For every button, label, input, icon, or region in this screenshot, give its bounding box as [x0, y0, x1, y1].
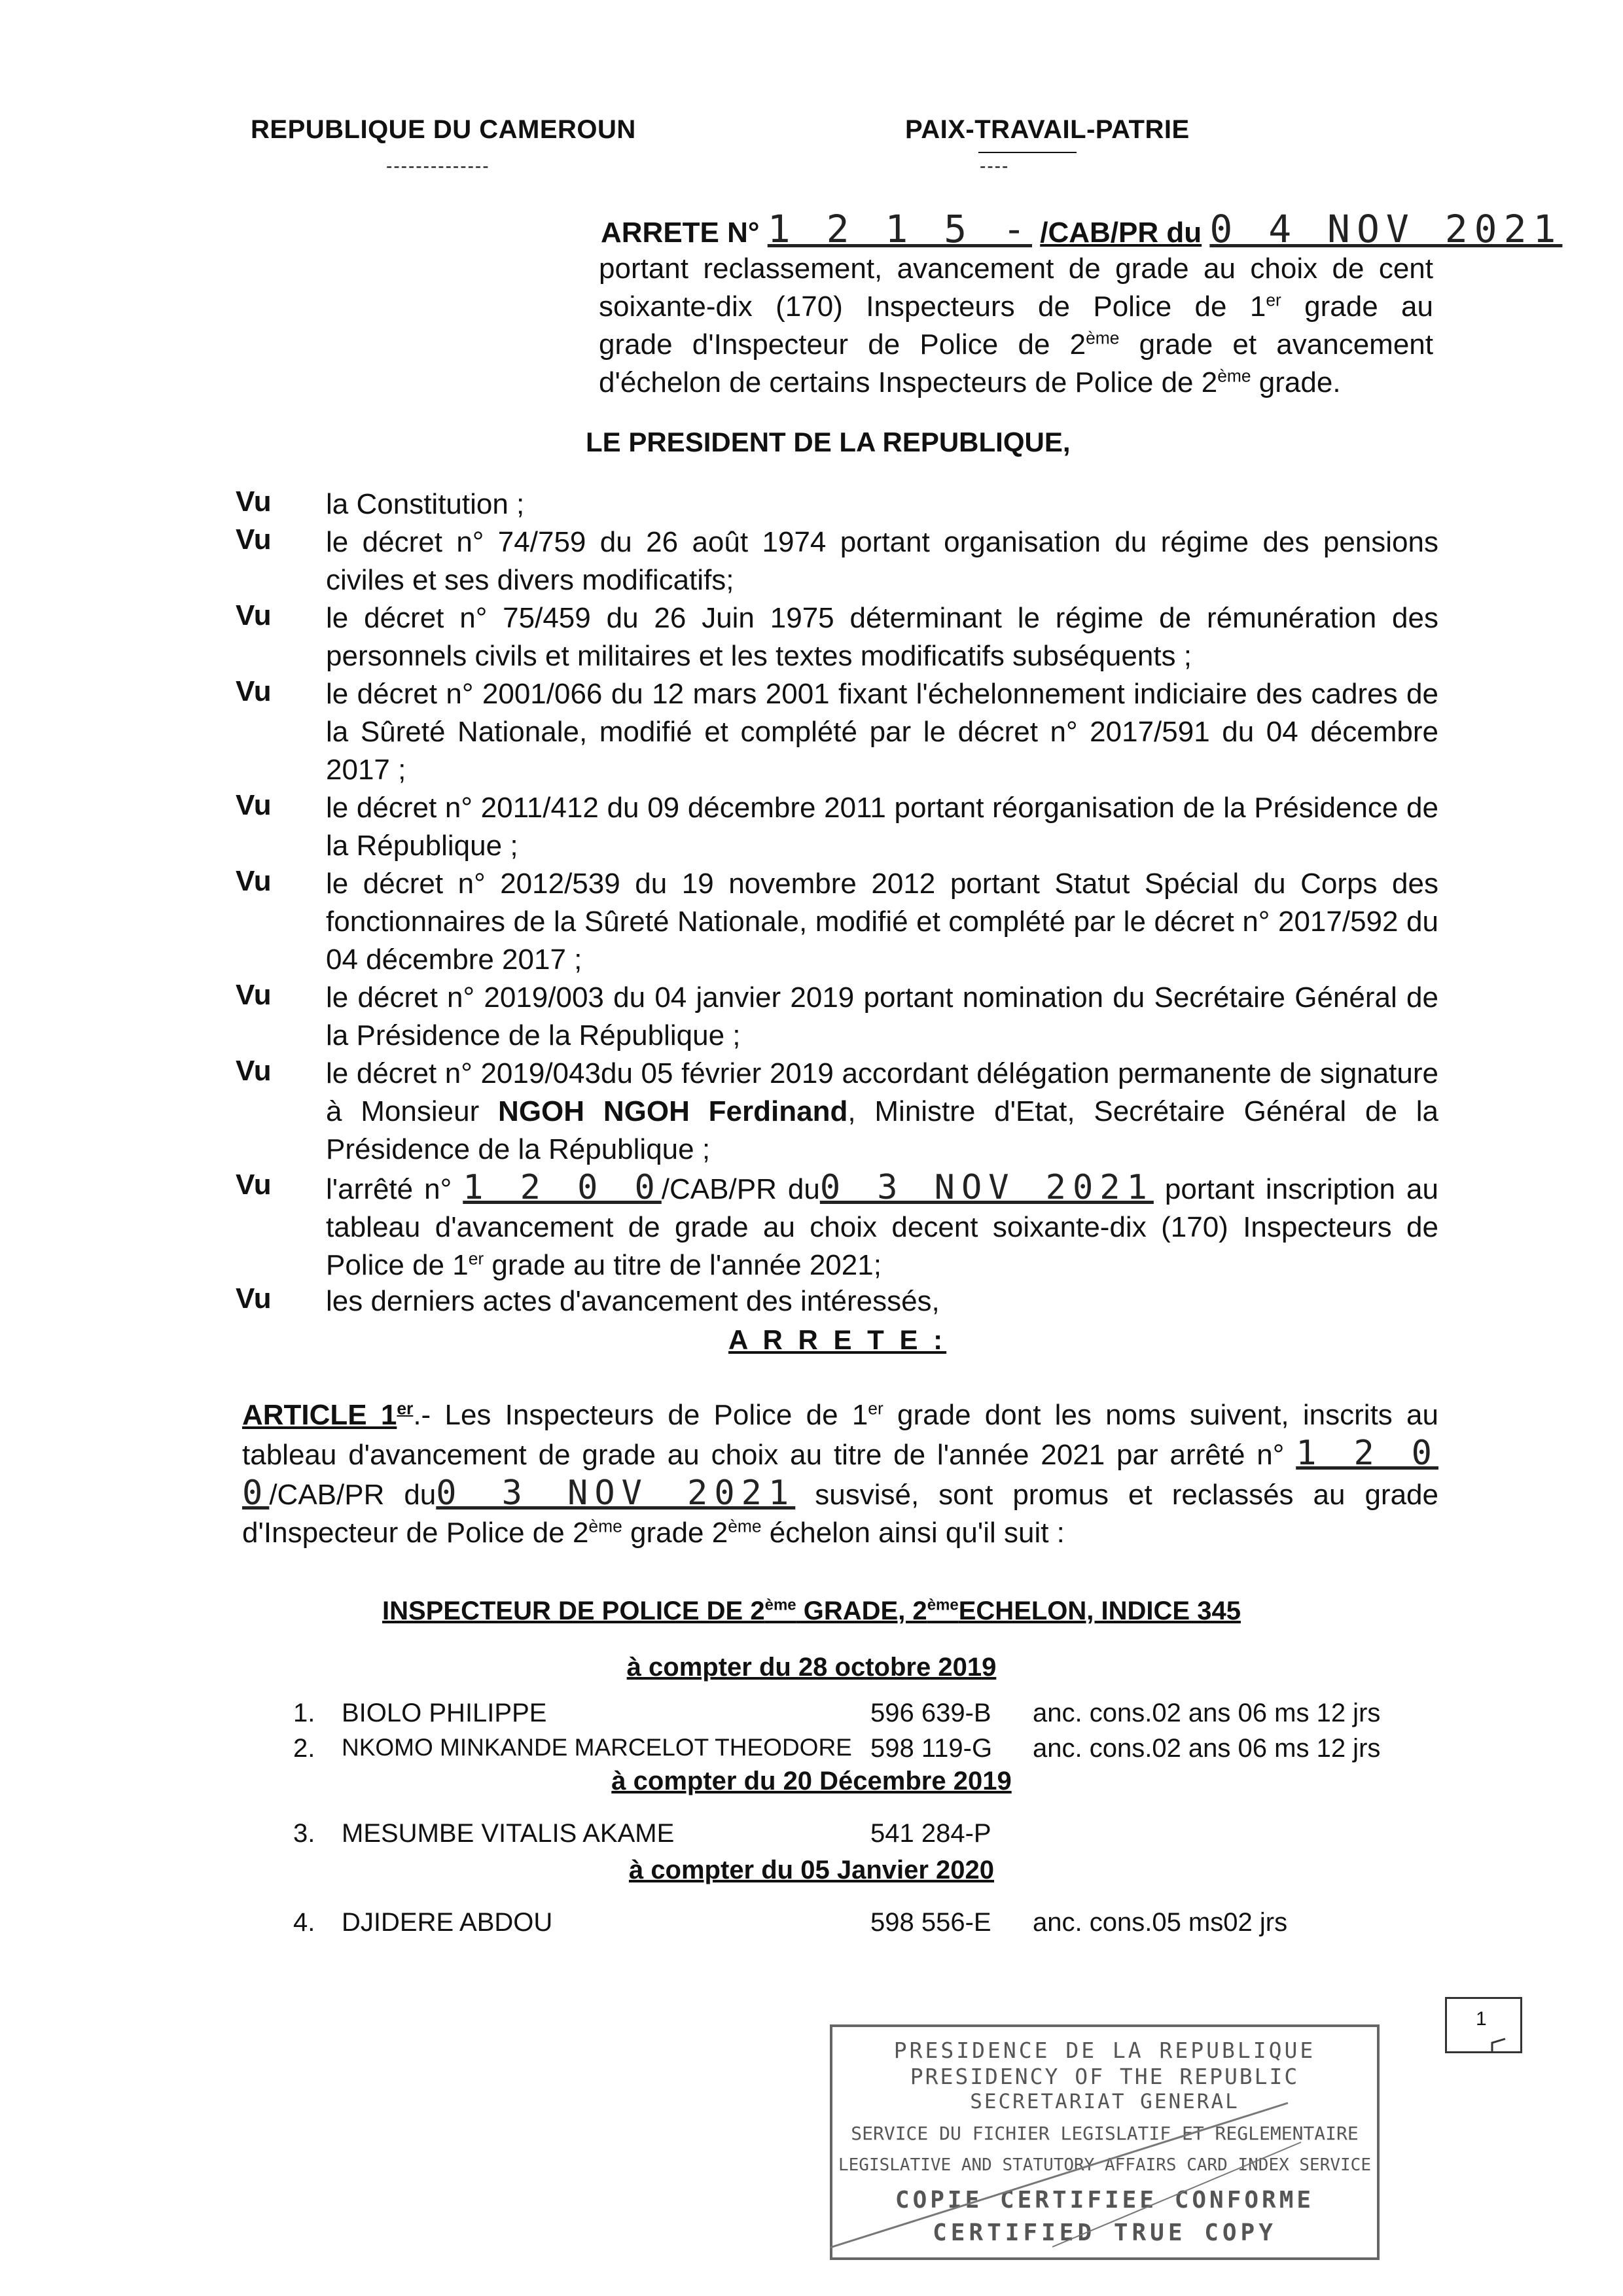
subject-line-4-text: d'échelon de certains Inspecteurs de Police de 2 — [599, 366, 1218, 398]
ref-arrete-end: grade au titre de l'année 2021; — [484, 1249, 882, 1281]
entry-name: DJIDERE ABDOU — [342, 1908, 553, 1937]
article-1-text-b: grade dont les noms suivent, inscrits au tableau d'avancement de grade au choix au titre de l'année 2021 par arrêté n° — [242, 1399, 1438, 1471]
vu-label: Vu — [236, 979, 272, 1011]
page-number: 1 — [1476, 2008, 1487, 2030]
subject-line-2-text: soixante-dix (170) Inspecteurs de Police de 1 — [599, 291, 1266, 323]
group-date-3: à compter du 05 Janvier 2020 — [628, 1856, 995, 1884]
subject-grade-et: grade et avancement — [1119, 328, 1433, 361]
article-1-label-end: .- — [413, 1399, 431, 1431]
delegation-text-before: le décret n° 2019/043du 05 février 2019 accordant délégation permanente de signature à Monsieur — [326, 1057, 1438, 1127]
article-1-sup-er: er — [868, 1398, 883, 1419]
subject-sup-eme-2: ème — [1217, 366, 1251, 386]
considerant-5: le décret n° 2011/412 du 09 décembre 2011 portant réorganisation de la Présidence de la République ; — [326, 792, 1438, 862]
article-1-text-e: échelon ainsi qu'il suit : — [761, 1517, 1065, 1549]
considerant-last: les derniers actes d'avancement des intéressés, — [326, 1285, 940, 1317]
grade-heading — [0, 1597, 1623, 1626]
entry-num: 4. — [293, 1908, 315, 1937]
subject-line-2 — [599, 288, 1433, 326]
article-1-ref-middle: /CAB/PR du — [269, 1479, 437, 1511]
vu-label: Vu — [236, 523, 272, 556]
stamp-line-4: SERVICE DU FICHIER LEGISLATIF ET REGLEMENTAIRE — [851, 2123, 1359, 2144]
considerant-7: le décret n° 2019/003 du 04 janvier 2019 portant nomination du Secrétaire Général de la Présidence de la République ; — [326, 981, 1438, 1051]
header-motto: PAIX-TRAVAIL-PATRIE — [905, 115, 1190, 144]
entry-num: 1. — [293, 1699, 315, 1727]
vu-label: Vu — [236, 1282, 272, 1315]
subject-grade-end: grade. — [1251, 366, 1341, 398]
subject-sup-eme: ème — [1086, 328, 1120, 348]
entry-name: BIOLO PHILIPPE — [342, 1699, 547, 1727]
vu-label: Vu — [236, 789, 272, 821]
grade-heading-sup-1: ème — [764, 1596, 796, 1614]
vu-label: Vu — [236, 599, 272, 631]
subject-line-3 — [599, 326, 1433, 364]
arrete-subject — [599, 250, 1433, 402]
delegation-name: NGOH NGOH Ferdinand — [498, 1095, 848, 1127]
considerant-3: le décret n° 75/459 du 26 Juin 1975 déterminant le régime de rémunération des personnels civils et militaires et les textes modificatifs subséquents ; — [326, 602, 1438, 672]
ref-arrete-prefix: l'arrêté n° — [326, 1173, 452, 1205]
header-republique: REPUBLIQUE DU CAMEROUN — [251, 115, 636, 144]
group-date-1: à compter du 28 octobre 2019 — [626, 1653, 997, 1682]
subject-grade-au: grade au — [1281, 291, 1433, 323]
considerant-2: le décret n° 74/759 du 26 août 1974 portant organisation du régime des pensions civiles et ses divers modificatifs; — [326, 526, 1438, 596]
article-1-ref-date: 0 3 NOV 2021 — [436, 1474, 796, 1513]
entry-matricule: 598 556-E — [870, 1908, 991, 1937]
vu-label: Vu — [236, 675, 272, 707]
group-date-2: à compter du 20 Décembre 2019 — [611, 1767, 1012, 1795]
grade-heading-sup-2: ème — [927, 1596, 959, 1614]
ref-arrete-sup: er — [468, 1248, 484, 1269]
entry-anc: anc. cons.05 ms02 jrs — [1033, 1908, 1288, 1937]
entry-matricule: 596 639-B — [870, 1699, 991, 1727]
stamp-line-1: PRESIDENCE DE LA REPUBLIQUE — [893, 2038, 1316, 2063]
arrete-reference — [601, 207, 1562, 251]
ref-arrete-middle: /CAB/PR du — [661, 1173, 820, 1205]
article-1-text-c: susvisé, sont promus et reclassés au grade d'Inspecteur de Police de 2 — [242, 1479, 1438, 1549]
stamp-line-7: CERTIFIED TRUE COPY — [933, 2219, 1277, 2246]
entry-num: 3. — [293, 1819, 315, 1848]
arrete-heading: A R R E T E : — [728, 1324, 947, 1355]
arrete-date: 0 4 NOV 2021 — [1209, 207, 1563, 251]
article-1-sup-eme-2: ème — [728, 1516, 762, 1536]
entry-anc: anc. cons.02 ans 06 ms 12 jrs — [1033, 1699, 1381, 1727]
considerant-6: le décret n° 2012/539 du 19 novembre 2012 portant Statut Spécial du Corps des fonctionnaires de la Sûreté Nationale, modifié et complété par le décret n° 2017/592 du 04 décembre 2017 ; — [326, 868, 1438, 976]
vu-label: Vu — [236, 1169, 272, 1201]
stamp-line-6: COPIE CERTIFIEE CONFORME — [895, 2187, 1315, 2214]
subject-line-1: portant reclassement, avancement de grade au choix de cent — [599, 253, 1433, 285]
entry-num: 2. — [293, 1734, 315, 1763]
article-1-label: ARTICLE 1 — [242, 1399, 397, 1431]
considerant-delegation — [326, 1055, 1438, 1169]
article-1-text-a: Les Inspecteurs de Police de 1 — [431, 1399, 868, 1431]
entry-name: NKOMO MINKANDE MARCELOT THEODORE — [342, 1734, 852, 1761]
grade-heading-b: GRADE, 2 — [796, 1597, 927, 1625]
article-1-text-d: grade 2 — [622, 1517, 728, 1549]
considerant-4: le décret n° 2001/066 du 12 mars 2001 fixant l'échelonnement indiciaire des cadres de la Sûreté Nationale, modifié et complété par le décret n° 2017/591 du 04 décembre 2017 ; — [326, 678, 1438, 786]
entry-matricule: 598 119-G — [870, 1734, 993, 1763]
page-corner-fold-icon — [1445, 1997, 1522, 2053]
arrete-number: 1 2 1 5 - — [767, 207, 1033, 251]
ref-arrete-rest: portant inscription au tableau d'avancement de grade au choix decent soixante-dix (170) Inspecteurs de Police de 1 — [326, 1173, 1438, 1281]
ref-arrete-date: 0 3 NOV 2021 — [819, 1168, 1154, 1207]
subject-line-3-text: grade d'Inspecteur de Police de 2 — [599, 328, 1086, 361]
header-left-dash: -------------- — [386, 156, 490, 176]
considerant-1: la Constitution ; — [326, 488, 525, 520]
stamp-line-3: SECRETARIAT GENERAL — [970, 2090, 1240, 2113]
vu-label: Vu — [236, 865, 272, 897]
arrete-prefix: ARRETE N° — [601, 217, 760, 249]
entry-name: MESUMBE VITALIS AKAME — [342, 1819, 675, 1848]
grade-heading-c: ECHELON, INDICE 345 — [958, 1597, 1241, 1625]
page-number-box — [1445, 1997, 1522, 2053]
subject-line-4 — [599, 364, 1433, 402]
subject-sup-er: er — [1266, 290, 1281, 310]
article-1-label-sup: er — [397, 1398, 414, 1419]
certification-stamp — [830, 2024, 1380, 2260]
arrete-middle: /CAB/PR du — [1040, 217, 1202, 249]
header-rule — [978, 152, 1077, 153]
entry-matricule: 541 284-P — [870, 1819, 991, 1848]
article-1-ref-number: 1 2 0 0 — [242, 1434, 1438, 1513]
stamp-line-2: PRESIDENCY OF THE REPUBLIC — [910, 2064, 1300, 2089]
article-1 — [242, 1396, 1438, 1552]
president-heading: LE PRESIDENT DE LA REPUBLIQUE, — [586, 427, 1071, 457]
vu-label: Vu — [236, 1055, 272, 1087]
vu-label: Vu — [236, 486, 272, 518]
stamp-line-5: LEGISLATIVE AND STATUTORY AFFAIRS CARD INDEX SERVICE — [838, 2155, 1371, 2175]
grade-heading-a: INSPECTEUR DE POLICE DE 2 — [382, 1597, 765, 1625]
stamp-signature-scribble-icon — [830, 2024, 1380, 2260]
header-right-dash: ---- — [980, 156, 1010, 176]
delegation-text-after: , Ministre d'Etat, Secrétaire Général de la Présidence de la République ; — [326, 1095, 1439, 1165]
entry-anc: anc. cons.02 ans 06 ms 12 jrs — [1033, 1734, 1381, 1763]
considerant-arrete — [326, 1169, 1438, 1284]
article-1-sup-eme: ème — [588, 1516, 622, 1536]
ref-arrete-number: 1 2 0 0 — [463, 1168, 662, 1207]
